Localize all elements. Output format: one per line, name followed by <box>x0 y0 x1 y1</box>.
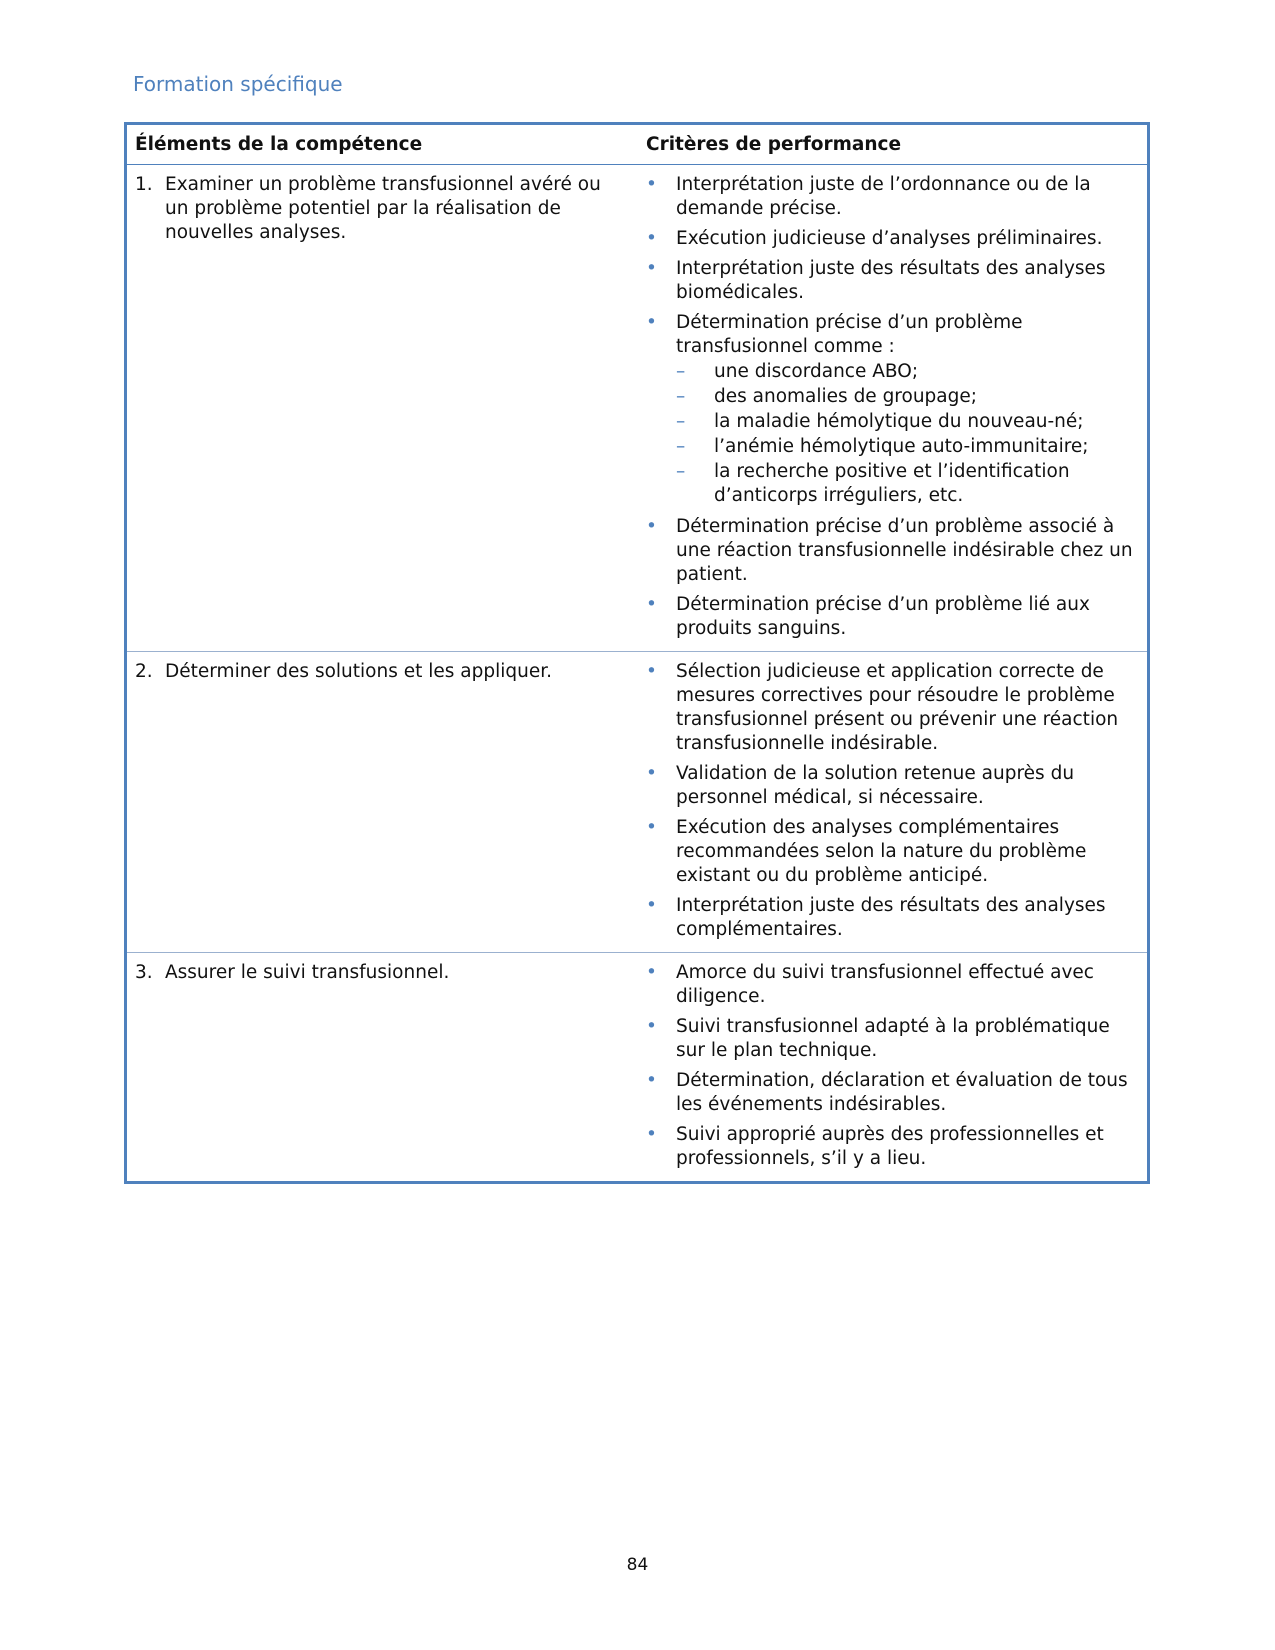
bullet-icon: • <box>646 763 657 784</box>
sub-item: – la maladie hémolytique du nouveau-né; <box>676 411 1084 432</box>
bullet-icon: • <box>646 661 657 682</box>
bullet-icon: • <box>646 1070 657 1091</box>
sub-item: – l’anémie hémolytique auto-immunitaire; <box>676 436 1089 457</box>
criteria-list <box>646 961 1139 1171</box>
sub-list <box>676 360 1139 508</box>
bullet-icon: • <box>646 174 657 195</box>
criteria-list <box>646 173 1139 641</box>
criteria-cell <box>638 165 1149 652</box>
bullet-icon: • <box>646 516 657 537</box>
table-row <box>126 652 1149 953</box>
bullet-icon: • <box>646 895 657 916</box>
criteria-list <box>646 660 1139 942</box>
criterion-item: • Suivi approprié auprès des professionnelles et professionnels, s’il y a lieu. <box>646 1124 1104 1169</box>
bullet-icon: • <box>646 228 657 249</box>
bullet-icon: • <box>646 817 657 838</box>
criterion-item: • Détermination, déclaration et évaluation de tous les événements indésirables. <box>646 1070 1128 1115</box>
criterion-item: • Exécution judicieuse d’analyses préliminaires. <box>646 228 1103 249</box>
criteria-cell <box>638 652 1149 953</box>
bullet-icon: • <box>646 312 657 333</box>
criterion-item: • Interprétation juste des résultats des analyses complémentaires. <box>646 895 1106 940</box>
criterion-item: • Sélection judicieuse et application correcte de mesures correctives pour résoudre le problème transfusionnel présent ou prévenir une réaction transfusionnelle indésirable. <box>646 661 1119 754</box>
table-row <box>126 165 1149 652</box>
bullet-icon: • <box>646 1016 657 1037</box>
bullet-icon: • <box>646 1124 657 1145</box>
dash-icon: – <box>676 411 686 432</box>
criterion-item: • Interprétation juste de l’ordonnance ou de la demande précise. <box>646 174 1091 219</box>
bullet-icon: • <box>646 962 657 983</box>
criterion-item: • Détermination précise d’un problème transfusionnel comme : – une discordance ABO; – des anomalies de groupage; – la maladie hémolytique du nouveau-né; – l’anémie hémolytique auto-immunitaire; – la recherche positive et l’identification d’anticorps irréguliers, etc. <box>646 311 1139 509</box>
sub-item: – des anomalies de groupage; <box>676 386 977 407</box>
criterion-item: • Détermination précise d’un problème associé à une réaction transfusionnelle indésirable chez un patient. <box>646 516 1133 585</box>
criteria-cell <box>638 953 1149 1183</box>
dash-icon: – <box>676 386 686 407</box>
header-criteria: Critères de performance <box>638 124 1149 165</box>
bullet-icon: • <box>646 594 657 615</box>
criterion-item: • Détermination précise d’un problème lié aux produits sanguins. <box>646 594 1090 639</box>
element-text: Déterminer des solutions et les appliquer. <box>165 661 553 682</box>
element-cell <box>126 652 639 953</box>
criterion-item: • Amorce du suivi transfusionnel effectué avec diligence. <box>646 962 1094 1007</box>
element-text: Examiner un problème transfusionnel avéré ou un problème potentiel par la réalisation de nouvelles analyses. <box>165 174 601 243</box>
criterion-item: • Interprétation juste des résultats des analyses biomédicales. <box>646 258 1106 303</box>
page-number: 84 <box>626 1555 649 1575</box>
element-number: 2. <box>135 661 153 682</box>
bullet-icon: • <box>646 258 657 279</box>
criterion-item: • Exécution des analyses complémentaires recommandées selon la nature du problème existant ou du problème anticipé. <box>646 817 1087 886</box>
competence-table <box>124 122 1150 1184</box>
dash-icon: – <box>676 361 686 382</box>
header-elements: Éléments de la compétence <box>126 124 639 165</box>
criterion-item: • Validation de la solution retenue auprès du personnel médical, si nécessaire. <box>646 763 1075 808</box>
element-number: 3. <box>135 962 153 983</box>
criterion-item: • Suivi transfusionnel adapté à la problématique sur le plan technique. <box>646 1016 1110 1061</box>
sub-item: – la recherche positive et l’identification d’anticorps irréguliers, etc. <box>676 461 1070 506</box>
dash-icon: – <box>676 461 686 482</box>
dash-icon: – <box>676 436 686 457</box>
element-cell <box>126 953 639 1183</box>
table-row <box>126 953 1149 1183</box>
element-cell <box>126 165 639 652</box>
element-number: 1. <box>135 174 153 195</box>
element-text: Assurer le suivi transfusionnel. <box>165 962 450 983</box>
section-title: Formation spécifique <box>133 72 343 96</box>
sub-item: – une discordance ABO; <box>676 361 919 382</box>
